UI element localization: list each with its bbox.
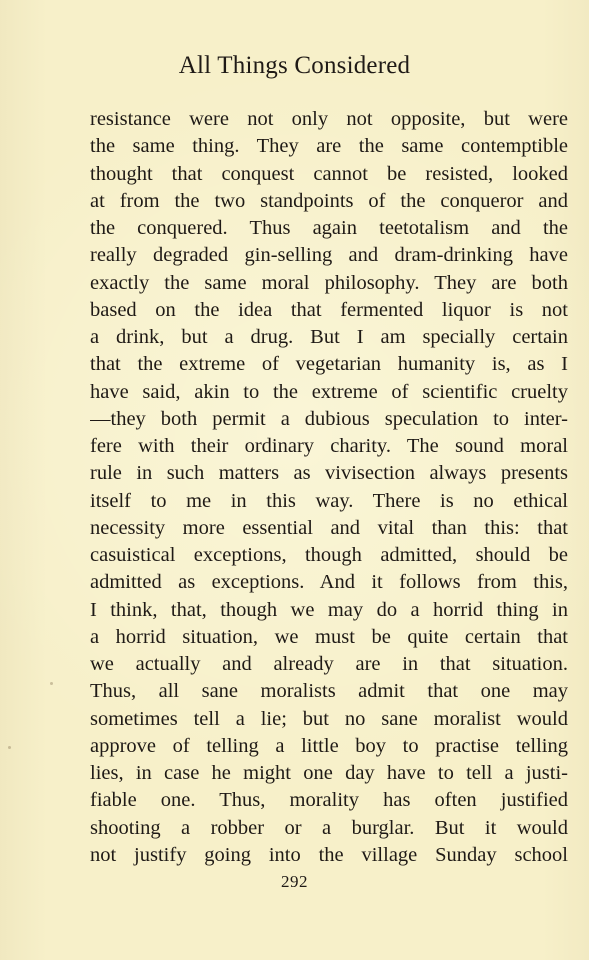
text-line: lies, in case he might one day have to tell a justi- xyxy=(90,762,568,784)
page-number: 292 xyxy=(281,872,308,891)
text-line: approve of telling a little boy to practise telling xyxy=(90,734,568,757)
text-line: a drink, but a drug. But I am specially certain xyxy=(90,326,568,348)
running-header-title: All Things Considered xyxy=(178,52,411,79)
text-line: admitted as exceptions. And it follows from this, xyxy=(90,571,568,594)
text-line: that the extreme of vegetarian humanity is, as I xyxy=(90,353,568,376)
text-line: casuistical exceptions, though admitted, should be xyxy=(90,544,568,566)
text-line: the conquered. Thus again teetotalism and the xyxy=(90,217,568,239)
text-line: really degraded gin-selling and dram-drinking have xyxy=(90,244,568,267)
text-line: resistance were not only not opposite, but were xyxy=(90,108,568,130)
text-line: the same thing. They are the same contemptible xyxy=(90,135,568,158)
text-line: fiable one. Thus, morality has often justified xyxy=(90,789,568,812)
text-line: at from the two standpoints of the conqueror and xyxy=(90,189,568,212)
text-line: thought that conquest cannot be resisted, looked xyxy=(90,162,568,185)
text-line: —they both permit a dubious speculation to inter- xyxy=(90,407,568,430)
text-line: sometimes tell a lie; but no sane moralist would xyxy=(90,707,568,730)
text-line: based on the idea that fermented liquor is not xyxy=(90,298,568,321)
text-line: have said, akin to the extreme of scientific cruelty xyxy=(90,380,568,403)
text-line: Thus, all sane moralists admit that one may xyxy=(90,680,568,703)
text-line: exactly the same moral philosophy. They are both xyxy=(90,271,568,294)
body-text xyxy=(90,106,568,869)
text-line: rule in such matters as vivisection always presents xyxy=(90,462,568,485)
text-line: I think, that, though we may do a horrid thing in xyxy=(90,598,568,621)
text-line: a horrid situation, we must be quite certain that xyxy=(90,625,568,648)
paper-speck xyxy=(8,746,11,749)
text-line: not justify going into the village Sunday school xyxy=(90,843,568,866)
text-line: necessity more essential and vital than this: that xyxy=(90,516,568,539)
text-line: fere with their ordinary charity. The sound moral xyxy=(90,435,568,457)
text-line: itself to me in this way. There is no ethical xyxy=(90,489,568,512)
paper-speck xyxy=(50,682,53,685)
text-line: we actually and already are in that situation. xyxy=(90,653,568,675)
text-line: shooting a robber or a burglar. But it would xyxy=(90,816,568,839)
